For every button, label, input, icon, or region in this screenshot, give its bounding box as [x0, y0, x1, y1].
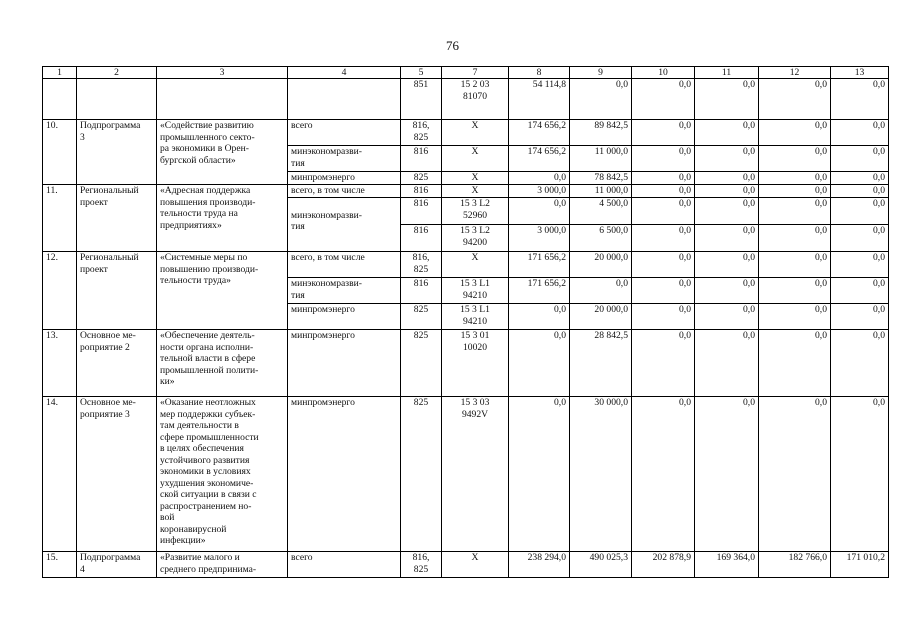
column-header: 7 [442, 67, 509, 79]
table-cell: «Развитие малого и среднего предпринима- [157, 552, 288, 578]
table-cell: минэкономразви- тия [288, 146, 401, 172]
table-cell: 0,0 [831, 79, 889, 120]
table-cell: 15 3 03 9492V [442, 397, 509, 552]
table-cell: Подпрограмма 4 [77, 552, 157, 578]
table-cell: 0,0 [759, 146, 831, 172]
table-cell: 490 025,3 [570, 552, 632, 578]
table-cell: 0,0 [695, 304, 759, 330]
table-cell: 816 [401, 198, 442, 225]
table-cell: 816 [401, 185, 442, 198]
table-cell: 0,0 [759, 330, 831, 397]
table-cell: всего [288, 552, 401, 578]
table-cell: 0,0 [570, 79, 632, 120]
table-cell: X [442, 120, 509, 146]
table-cell: 15 3 L2 94200 [442, 225, 509, 252]
table-cell: 13. [43, 330, 77, 397]
table-cell [288, 79, 401, 120]
table-cell [157, 79, 288, 120]
table-cell: 78 842,5 [570, 172, 632, 185]
table-cell: 171 010,2 [831, 552, 889, 578]
table-row [43, 330, 889, 397]
table-cell: «Адресная поддержка повышения производи- тельности труда на предприятиях» [157, 185, 288, 252]
header-row [43, 67, 889, 79]
table-cell: 15. [43, 552, 77, 578]
table-cell: 0,0 [509, 304, 570, 330]
budget-table [42, 66, 889, 578]
table-cell: 0,0 [759, 278, 831, 304]
column-header: 2 [77, 67, 157, 79]
table-cell: «Системные меры по повышению производи- тельности труда» [157, 252, 288, 330]
table-cell: X [442, 252, 509, 278]
table-cell: 0,0 [759, 304, 831, 330]
page-number: 76 [446, 38, 459, 53]
table-cell [77, 79, 157, 120]
table-cell: 0,0 [632, 278, 695, 304]
table-row [43, 185, 889, 198]
column-header: 5 [401, 67, 442, 79]
table-cell: 0,0 [632, 330, 695, 397]
table-cell: X [442, 146, 509, 172]
column-header: 9 [570, 67, 632, 79]
table-cell: 0,0 [831, 330, 889, 397]
table-cell: 11 000,0 [570, 185, 632, 198]
table-cell: 825 [401, 330, 442, 397]
table-cell: 28 842,5 [570, 330, 632, 397]
table-cell: «Содействие развитию промышленного секто- ра экономики в Орен- бургской области» [157, 120, 288, 185]
table-cell: 0,0 [759, 79, 831, 120]
table-cell: 20 000,0 [570, 252, 632, 278]
table-cell: Региональный проект [77, 252, 157, 330]
table-cell: 0,0 [759, 198, 831, 225]
table-cell: X [442, 552, 509, 578]
table-cell: 0,0 [759, 225, 831, 252]
table-cell: 0,0 [695, 79, 759, 120]
table-cell: 825 [401, 304, 442, 330]
table-cell: 825 [401, 172, 442, 185]
column-header: 1 [43, 67, 77, 79]
table-cell: 14. [43, 397, 77, 552]
table-row [43, 552, 889, 578]
column-header: 12 [759, 67, 831, 79]
table-cell: 171 656,2 [509, 278, 570, 304]
table-cell: 816, 825 [401, 552, 442, 578]
table-cell: минэкономразви- тия [288, 198, 401, 252]
table-cell: 0,0 [831, 120, 889, 146]
table-cell: 174 656,2 [509, 120, 570, 146]
table-cell: минпромэнерго [288, 304, 401, 330]
table-cell: 15 3 L2 52960 [442, 198, 509, 225]
table-cell: минэкономразви- тия [288, 278, 401, 304]
table-cell: 174 656,2 [509, 146, 570, 172]
table-cell: 0,0 [695, 120, 759, 146]
table-cell: 6 500,0 [570, 225, 632, 252]
table-cell: 0,0 [695, 225, 759, 252]
table-cell: 0,0 [509, 198, 570, 225]
column-header: 10 [632, 67, 695, 79]
table-cell: 816 [401, 278, 442, 304]
table-cell: 15 3 01 10020 [442, 330, 509, 397]
table-cell: 0,0 [759, 172, 831, 185]
table-cell: 171 656,2 [509, 252, 570, 278]
table-cell: 15 3 L1 94210 [442, 278, 509, 304]
table-cell: 182 766,0 [759, 552, 831, 578]
table-cell: 0,0 [632, 120, 695, 146]
table-cell: 0,0 [831, 172, 889, 185]
table-cell: 30 000,0 [570, 397, 632, 552]
table-cell: 0,0 [831, 198, 889, 225]
table-cell: Подпрограмма 3 [77, 120, 157, 185]
table-cell: 54 114,8 [509, 79, 570, 120]
table-cell: 0,0 [695, 278, 759, 304]
table-cell: 169 364,0 [695, 552, 759, 578]
table-cell: 11. [43, 185, 77, 252]
table-cell: 89 842,5 [570, 120, 632, 146]
table-cell: 0,0 [695, 252, 759, 278]
table-cell: 0,0 [632, 146, 695, 172]
table-cell: 0,0 [695, 397, 759, 552]
table-cell: 0,0 [570, 278, 632, 304]
table-cell: 0,0 [632, 185, 695, 198]
table-cell: 3 000,0 [509, 225, 570, 252]
table-cell: 0,0 [695, 172, 759, 185]
table-cell: 816, 825 [401, 252, 442, 278]
table-cell: 0,0 [831, 225, 889, 252]
table-cell: 15 3 L1 94210 [442, 304, 509, 330]
table-cell: 0,0 [831, 252, 889, 278]
column-header: 11 [695, 67, 759, 79]
table-cell: 10. [43, 120, 77, 185]
table-cell: Региональный проект [77, 185, 157, 252]
table-cell: 0,0 [509, 397, 570, 552]
table-cell: 20 000,0 [570, 304, 632, 330]
table-cell: 0,0 [632, 304, 695, 330]
table-cell: всего [288, 120, 401, 146]
column-header: 4 [288, 67, 401, 79]
table-cell: 238 294,0 [509, 552, 570, 578]
table-cell: 0,0 [632, 225, 695, 252]
table-cell: 0,0 [632, 397, 695, 552]
table-cell: 0,0 [632, 172, 695, 185]
table-cell: 202 878,9 [632, 552, 695, 578]
table-cell: минпромэнерго [288, 330, 401, 397]
table-cell: минпромэнерго [288, 397, 401, 552]
column-header: 8 [509, 67, 570, 79]
table-cell: 0,0 [831, 185, 889, 198]
table-cell: 0,0 [831, 304, 889, 330]
table-cell: 0,0 [695, 146, 759, 172]
table-cell: 0,0 [695, 185, 759, 198]
table-cell: 816 [401, 146, 442, 172]
table-cell: 0,0 [632, 198, 695, 225]
table-cell: 0,0 [632, 252, 695, 278]
table-cell [43, 79, 77, 120]
table-cell: всего, в том числе [288, 252, 401, 278]
table-cell: 3 000,0 [509, 185, 570, 198]
table-cell: 0,0 [509, 330, 570, 397]
table-cell: X [442, 185, 509, 198]
table-cell: 0,0 [759, 120, 831, 146]
table-cell: 825 [401, 397, 442, 552]
table-cell: «Обеспечение деятель- ности органа исполни- тельной власти в сфере промышленной полити- ки» [157, 330, 288, 397]
column-header: 3 [157, 67, 288, 79]
table-cell: X [442, 172, 509, 185]
table-cell: «Оказание неотложных мер поддержки субъек- там деятельности в сфере промышленности в целях обеспечения устойчивого развития экономики в условиях ухудшения экономиче- ской ситуации в связи с распространением но- вой коронавирусной инфекции» [157, 397, 288, 552]
table-cell: Основное ме- роприятие 3 [77, 397, 157, 552]
table-cell: 0,0 [695, 198, 759, 225]
table-cell: 4 500,0 [570, 198, 632, 225]
table-cell: 0,0 [509, 172, 570, 185]
table-cell: 0,0 [695, 330, 759, 397]
column-header: 13 [831, 67, 889, 79]
table-cell: 15 2 03 81070 [442, 79, 509, 120]
table-cell: минпромэнерго [288, 172, 401, 185]
table-cell: 0,0 [759, 397, 831, 552]
table-cell: 0,0 [831, 146, 889, 172]
table-row [43, 79, 889, 120]
table-cell: 0,0 [759, 185, 831, 198]
table-cell: 0,0 [632, 79, 695, 120]
table-cell: 0,0 [759, 252, 831, 278]
table-cell: 11 000,0 [570, 146, 632, 172]
table-cell: всего, в том числе [288, 185, 401, 198]
table-cell: 12. [43, 252, 77, 330]
table-cell: 816, 825 [401, 120, 442, 146]
table-cell: 851 [401, 79, 442, 120]
table-cell: 0,0 [831, 397, 889, 552]
table-cell: 816 [401, 225, 442, 252]
table-cell: 0,0 [831, 278, 889, 304]
table-cell: Основное ме- роприятие 2 [77, 330, 157, 397]
table-row [43, 252, 889, 278]
table-row [43, 397, 889, 552]
table-row [43, 120, 889, 146]
